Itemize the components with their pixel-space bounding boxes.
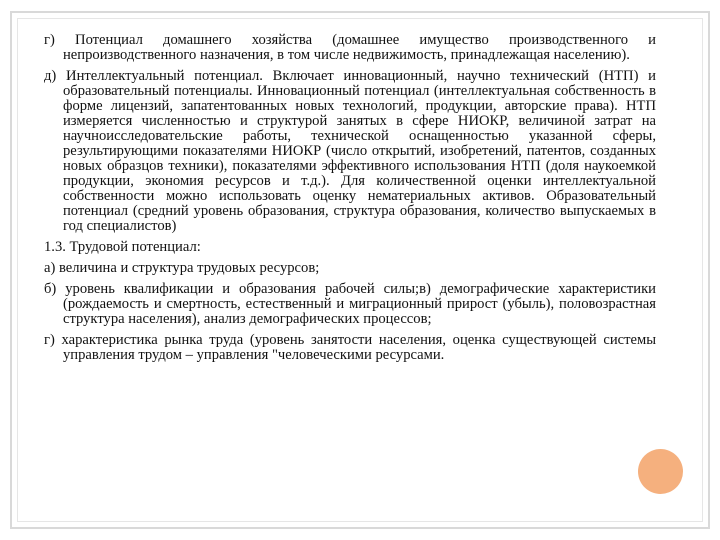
slide-text-body — [44, 33, 656, 369]
paragraph-qualification-demographics: б) уровень квалификации и образования рабочей силы;в) демографические характеристики (рождаемость и смертность, естественный и миграционный прирост (убыль), половозрастная структура населения), анализ демографических процессов; — [44, 281, 656, 327]
paragraph-household-potential: г) Потенциал домашнего хозяйства (домашнее имущество производственного и непроизводственного назначения, в том числе недвижимость, принадлежащая населению). — [44, 32, 656, 63]
paragraph-labor-resources: а) величина и структура трудовых ресурсов; — [44, 260, 320, 276]
paragraph-labor-potential-heading: 1.3. Трудовой потенциал: — [44, 239, 201, 255]
decorative-circle — [638, 449, 683, 494]
paragraph-intellectual-potential: д) Интеллектуальный потенциал. Включает инновационный, научно технический (НТП) и образовательный потенциалы. Инновационный потенциал (интеллектуальная собственность в форме лицензий, запатентованных новых технологий, продукции, авторские права). НТП измеряется численностью и структурой занятых в сфере НИОКР, величиной затрат на научноисследовательские работы, технической оснащенностью указанной сферы, результирующими показателями НИОКР (число открытий, изобретений, патентов, созданных новых образцов техники), показателями эффективного использования НТП (доля наукоемкой продукции, экономия ресурсов и т.д.). Для количественной оценки интеллектуальной собственности можно использовать оценку нематериальных активов. Образовательный потенциал (средний уровень образования, структура образования, количество выпускаемых в год специалистов) — [44, 68, 656, 234]
paragraph-labor-market: г) характеристика рынка труда (уровень занятости населения, оценка существующей системы управления трудом – управления "человеческими ресурсами. — [44, 332, 656, 363]
